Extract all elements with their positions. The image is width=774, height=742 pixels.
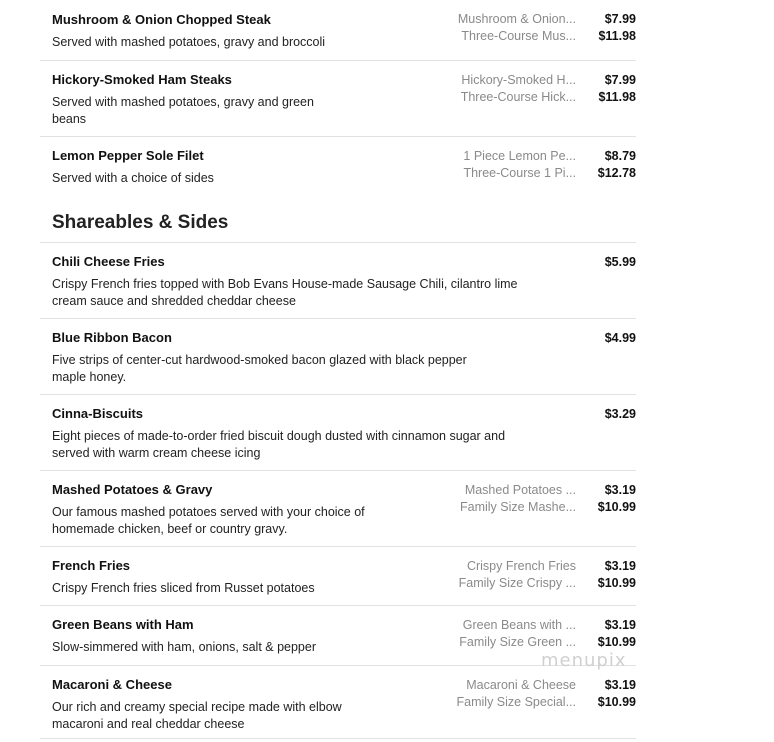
menu-item (40, 395, 636, 471)
item-options (458, 11, 576, 45)
item-description: Crispy French fries topped with Bob Evans House-made Sausage Chili, cilantro lime cream sauce and shredded cheddar cheese (52, 277, 518, 308)
option-label: Family Size Special... (456, 695, 576, 709)
item-prices (598, 677, 636, 711)
item-name: Blue Ribbon Bacon (52, 330, 172, 345)
item-description: Crispy French fries sliced from Russet potatoes (52, 581, 315, 595)
option-label: Family Size Crispy ... (458, 576, 576, 590)
item-name: Mashed Potatoes & Gravy (52, 482, 213, 497)
menu-item (40, 547, 636, 606)
item-description: Served with a choice of sides (52, 171, 214, 185)
menu-item (40, 137, 636, 197)
menu-item (40, 0, 636, 61)
watermark: menupix (541, 650, 627, 671)
option-label: Family Size Green ... (459, 635, 576, 649)
item-prices (598, 617, 636, 651)
item-prices (605, 406, 636, 423)
item-prices (605, 330, 636, 347)
option-label: Green Beans with ... (462, 618, 576, 632)
menu-item (40, 61, 636, 137)
divider (40, 738, 636, 739)
price: $7.99 (604, 73, 636, 87)
item-name: Cinna-Biscuits (52, 406, 144, 421)
item-prices (598, 148, 636, 182)
item-prices (598, 72, 636, 106)
item-name: Lemon Pepper Sole Filet (52, 148, 204, 163)
option-label: Three-Course 1 Pi... (463, 166, 576, 180)
menu-item (40, 666, 636, 738)
price: $7.99 (604, 12, 636, 26)
option-label: Three-Course Hick... (460, 90, 576, 104)
item-description: Our rich and creamy special recipe made with elbow macaroni and real cheddar cheese (52, 700, 342, 731)
price: $10.99 (597, 635, 636, 649)
item-name: Mushroom & Onion Chopped Steak (52, 12, 271, 27)
menu-item (40, 319, 636, 395)
option-label: 1 Piece Lemon Pe... (463, 149, 576, 163)
item-options (463, 148, 576, 182)
item-name: Hickory-Smoked Ham Steaks (52, 72, 232, 87)
price: $3.19 (604, 559, 636, 573)
option-label: Mashed Potatoes ... (464, 483, 576, 497)
item-description: Slow-simmered with ham, onions, salt & pepper (52, 640, 317, 654)
item-name: Chili Cheese Fries (52, 254, 165, 269)
item-options (460, 482, 576, 516)
item-name: Green Beans with Ham (52, 617, 194, 632)
price: $10.99 (597, 695, 636, 709)
item-description: Our famous mashed potatoes served with your choice of homemade chicken, beef or country gravy. (52, 505, 365, 536)
item-prices (598, 482, 636, 516)
price: $10.99 (597, 576, 636, 590)
price: $4.99 (604, 331, 636, 345)
price: $11.98 (598, 29, 636, 43)
menu-item (40, 471, 636, 547)
item-name: French Fries (52, 558, 131, 573)
price: $12.78 (597, 166, 636, 180)
price: $11.98 (598, 90, 636, 104)
item-description: Five strips of center-cut hardwood-smoked bacon glazed with black pepper maple honey. (52, 353, 467, 384)
menu-section-1 (40, 0, 636, 197)
price: $10.99 (597, 500, 636, 514)
option-label: Hickory-Smoked H... (461, 73, 576, 87)
item-name: Macaroni & Cheese (52, 677, 172, 692)
menu-item (40, 242, 636, 319)
item-options (459, 558, 576, 592)
item-prices (598, 558, 636, 592)
item-description: Served with mashed potatoes, gravy and broccoli (52, 35, 326, 49)
price: $3.19 (604, 483, 636, 497)
item-prices (598, 11, 636, 45)
item-prices (605, 254, 636, 271)
option-label: Three-Course Mus... (461, 29, 576, 43)
price: $8.79 (604, 149, 636, 163)
option-label: Macaroni & Cheese (466, 678, 576, 692)
option-label: Crispy French Fries (466, 559, 576, 573)
item-options (461, 72, 576, 106)
section-title: Shareables & Sides (52, 212, 229, 233)
price: $3.29 (604, 407, 636, 421)
item-options (459, 617, 576, 651)
price: $5.99 (604, 255, 636, 269)
price: $3.19 (604, 678, 636, 692)
price: $3.19 (604, 618, 636, 632)
option-label: Mushroom & Onion... (457, 12, 576, 26)
item-description: Served with mashed potatoes, gravy and green beans (52, 95, 314, 126)
item-options (457, 677, 576, 711)
item-description: Eight pieces of made-to-order fried biscuit dough dusted with cinnamon sugar and served with warm cream cheese icing (52, 429, 506, 460)
option-label: Family Size Mashe... (459, 500, 576, 514)
